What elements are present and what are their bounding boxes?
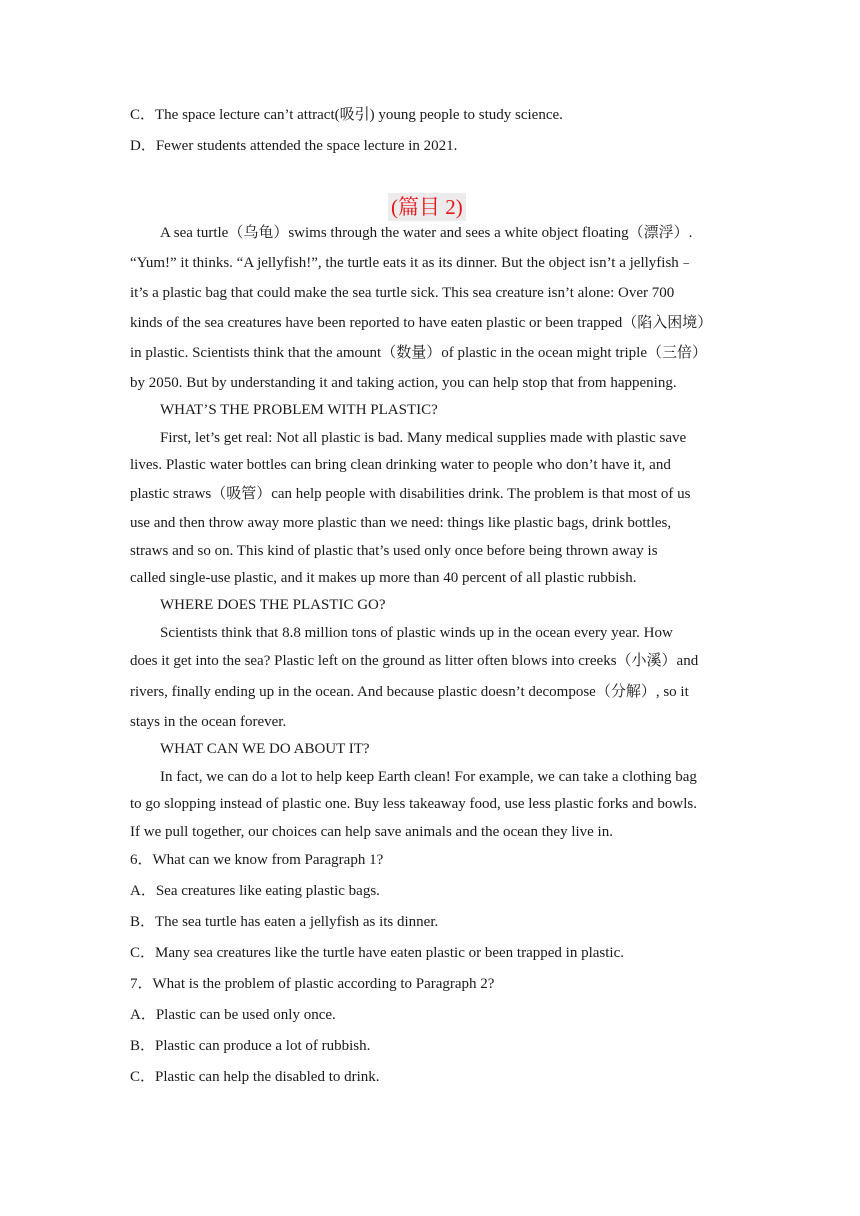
paragraph-4-line: to go slopping instead of plastic one. Buy less takeaway food, use less plastic forks and bowls.: [130, 796, 697, 812]
paragraph-2-line: lives. Plastic water bottles can bring clean drinking water to people who don’t have it, and: [130, 457, 671, 473]
paragraph-3-line: Scientists think that 8.8 million tons of plastic winds up in the ocean every year. How: [160, 625, 673, 641]
question-6-option-c: C．Many sea creatures like the turtle have eaten plastic or been trapped in plastic.: [130, 945, 624, 961]
question-7-option-c: C．Plastic can help the disabled to drink.: [130, 1069, 380, 1085]
section-heading-where: WHERE DOES THE PLASTIC GO?: [160, 597, 386, 613]
paragraph-1-line: kinds of the sea creatures have been reported to have eaten plastic or been trapped（陷入困境）: [130, 315, 713, 331]
paragraph-3-line: stays in the ocean forever.: [130, 714, 287, 730]
paragraph-1-line: A sea turtle（乌龟）swims through the water and sees a white object floating（漂浮）.: [160, 225, 693, 241]
paragraph-2-line: called single-use plastic, and it makes up more than 40 percent of all plastic rubbish.: [130, 570, 637, 586]
paragraph-2-line: plastic straws（吸管）can help people with disabilities drink. The problem is that most of us: [130, 486, 691, 502]
paragraph-2-line: use and then throw away more plastic than we need: things like plastic bags, drink bottles,: [130, 515, 672, 531]
paragraph-3-line: does it get into the sea? Plastic left on the ground as litter often blows into creeks（小溪）and: [130, 653, 699, 669]
question-7-option-b: B．Plastic can produce a lot of rubbish.: [130, 1038, 371, 1054]
question-6-stem: 6．What can we know from Paragraph 1?: [130, 852, 384, 868]
prev-option-c: C．The space lecture can’t attract(吸引) young people to study science.: [130, 107, 563, 123]
paragraph-2-line: First, let’s get real: Not all plastic is bad. Many medical supplies made with plastic save: [160, 430, 687, 446]
section-heading-problem: WHAT’S THE PROBLEM WITH PLASTIC?: [160, 402, 438, 418]
section-heading-what-can-we-do: WHAT CAN WE DO ABOUT IT?: [160, 741, 370, 757]
prev-option-d: D．Fewer students attended the space lecture in 2021.: [130, 138, 458, 154]
question-7-stem: 7．What is the problem of plastic according to Paragraph 2?: [130, 976, 495, 992]
paragraph-1-line: by 2050. But by understanding it and taking action, you can help stop that from happening.: [130, 375, 677, 391]
paragraph-1-line: in plastic. Scientists think that the amount（数量）of plastic in the ocean might triple（三倍）: [130, 345, 707, 361]
paragraph-2-line: straws and so on. This kind of plastic that’s used only once before being thrown away is: [130, 543, 658, 559]
passage-title: (篇目 2): [388, 193, 466, 221]
paragraph-3-line: rivers, finally ending up in the ocean. And because plastic doesn’t decompose（分解）, so it: [130, 684, 689, 700]
question-6-option-b: B．The sea turtle has eaten a jellyfish as its dinner.: [130, 914, 439, 930]
paragraph-1-line: “Yum!” it thinks. “A jellyfish!”, the turtle eats it as its dinner. But the object isn’t a jellyfish﹣: [130, 255, 694, 271]
question-7-option-a: A．Plastic can be used only once.: [130, 1007, 336, 1023]
paragraph-4-line: If we pull together, our choices can help save animals and the ocean they live in.: [130, 824, 613, 840]
paragraph-1-line: it’s a plastic bag that could make the sea turtle sick. This sea creature isn’t alone: Over 700: [130, 285, 675, 301]
paragraph-4-line: In fact, we can do a lot to help keep Earth clean! For example, we can take a clothing bag: [160, 769, 697, 785]
question-6-option-a: A．Sea creatures like eating plastic bags.: [130, 883, 380, 899]
